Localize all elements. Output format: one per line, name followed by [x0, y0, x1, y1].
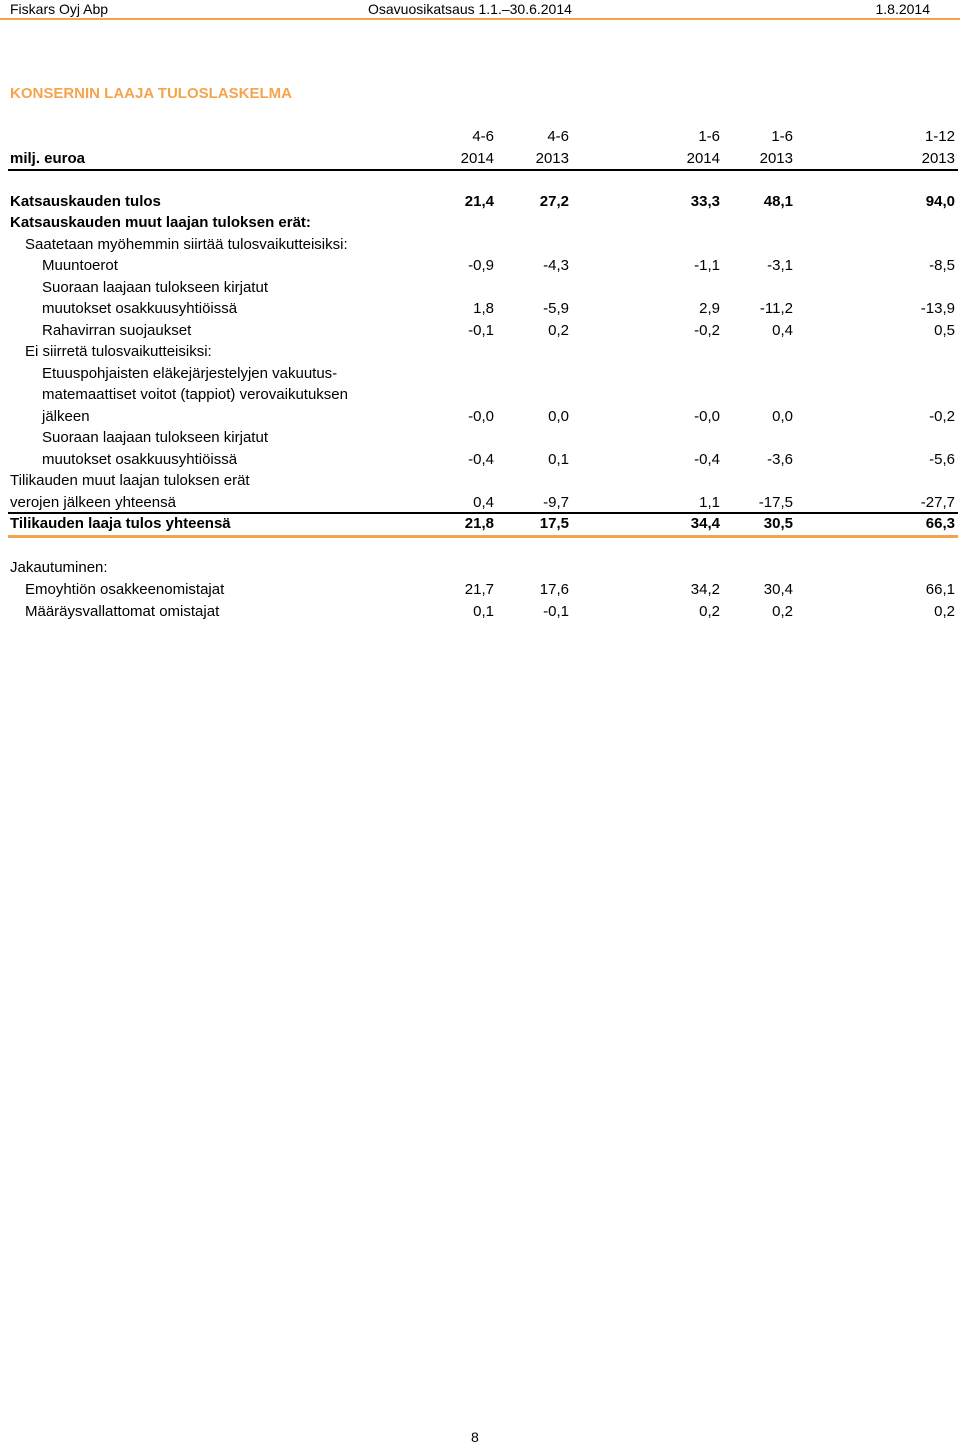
table-row: [0, 298, 960, 319]
distribution-title-row: [0, 557, 960, 578]
distribution-row: [0, 579, 960, 600]
total-rule: [8, 512, 958, 514]
row-value-col-4: -17,5: [758, 494, 793, 511]
row-label: jälkeen: [42, 408, 90, 425]
row-value-col-3: -0,2: [694, 322, 720, 339]
page-number: 8: [471, 1429, 479, 1445]
row-label: Tilikauden muut laajan tuloksen erät: [10, 472, 250, 489]
row-label: Katsauskauden muut laajan tuloksen erät:: [10, 214, 311, 231]
row-label: Rahavirran suojaukset: [42, 322, 192, 339]
header-rule: [8, 169, 958, 171]
row-value-col-3: 1,1: [699, 494, 720, 511]
row-value-col-5: -13,9: [920, 300, 955, 317]
header-divider: [0, 18, 960, 20]
table-row: [0, 320, 960, 341]
row-value-col-1: 0,1: [473, 603, 494, 620]
table-row: [0, 363, 960, 384]
row-value-col-4: 0,2: [772, 603, 793, 620]
row-value-col-4: 0,0: [772, 408, 793, 425]
row-value-col-1: 21,7: [464, 581, 494, 598]
row-label: Muuntoerot: [42, 257, 118, 274]
row-value-col-5: -8,5: [929, 257, 955, 274]
row-value-col-3: -1,1: [694, 257, 720, 274]
column-year-row: [0, 148, 960, 169]
row-value-col-1: -0,4: [468, 451, 494, 468]
row-label: Katsauskauden tulos: [10, 193, 161, 210]
col-year-5: 2013: [921, 150, 955, 167]
row-value-col-5: 0,2: [934, 603, 955, 620]
row-label: Tilikauden laaja tulos yhteensä: [10, 515, 231, 532]
table-row: [0, 449, 960, 470]
col-period-1: 4-6: [472, 128, 494, 145]
row-label: muutokset osakkuusyhtiöissä: [42, 451, 238, 468]
table-row: [0, 513, 960, 534]
row-label: Saatetaan myöhemmin siirtää tulosvaikutteisiksi:: [25, 236, 348, 253]
column-period-row: [0, 126, 960, 147]
row-label: Ei siirretä tulosvaikutteisiksi:: [25, 343, 212, 360]
header-date: 1.8.2014: [875, 1, 930, 17]
table-row: [0, 191, 960, 212]
col-year-1: 2014: [460, 150, 494, 167]
row-value-col-3: 0,2: [699, 603, 720, 620]
row-value-col-4: 0,4: [772, 322, 793, 339]
row-label: Suoraan laajaan tulokseen kirjatut: [42, 429, 268, 446]
row-value-col-2: 27,2: [539, 193, 569, 210]
row-value-col-2: -0,1: [543, 603, 569, 620]
row-value-col-5: 66,1: [925, 581, 955, 598]
distribution-row: [0, 601, 960, 622]
distribution-title: Jakautuminen:: [10, 559, 108, 576]
row-value-col-2: -5,9: [543, 300, 569, 317]
row-value-col-5: 94,0: [925, 193, 955, 210]
row-value-col-2: 0,1: [548, 451, 569, 468]
row-label: Määräysvallattomat omistajat: [25, 603, 220, 620]
row-label: Etuuspohjaisten eläkejärjestelyjen vakuutus-: [42, 365, 338, 382]
unit-label: milj. euroa: [10, 150, 86, 167]
row-value-col-3: 33,3: [690, 193, 720, 210]
row-label: Emoyhtiön osakkeenomistajat: [25, 581, 225, 598]
table-row: [0, 384, 960, 405]
row-value-col-4: -3,6: [767, 451, 793, 468]
table-row: [0, 427, 960, 448]
row-value-col-1: -0,0: [468, 408, 494, 425]
col-year-4: 2013: [759, 150, 793, 167]
row-label: muutokset osakkuusyhtiöissä: [42, 300, 238, 317]
col-period-3: 1-6: [698, 128, 720, 145]
row-value-col-2: -9,7: [543, 494, 569, 511]
row-value-col-5: -27,7: [920, 494, 955, 511]
row-value-col-1: 21,8: [464, 515, 494, 532]
row-label: Suoraan laajaan tulokseen kirjatut: [42, 279, 268, 296]
row-value-col-5: -0,2: [929, 408, 955, 425]
row-value-col-2: 17,6: [539, 581, 569, 598]
table-row: [0, 255, 960, 276]
row-value-col-4: -3,1: [767, 257, 793, 274]
header-report-title: Osavuosikatsaus 1.1.–30.6.2014: [368, 1, 572, 17]
table-row: [0, 212, 960, 233]
table-row: [0, 492, 960, 513]
row-value-col-3: -0,0: [694, 408, 720, 425]
row-value-col-2: 0,2: [548, 322, 569, 339]
row-value-col-3: -0,4: [694, 451, 720, 468]
row-value-col-3: 34,2: [690, 581, 720, 598]
row-value-col-4: 30,5: [763, 515, 793, 532]
table-row: [0, 234, 960, 255]
row-value-col-2: -4,3: [543, 257, 569, 274]
row-value-col-2: 0,0: [548, 408, 569, 425]
row-value-col-1: 21,4: [464, 193, 494, 210]
row-value-col-5: -5,6: [929, 451, 955, 468]
table-row: [0, 406, 960, 427]
row-value-col-5: 0,5: [934, 322, 955, 339]
col-period-2: 4-6: [547, 128, 569, 145]
col-year-3: 2014: [686, 150, 720, 167]
row-value-col-1: 1,8: [473, 300, 494, 317]
row-value-col-4: -11,2: [759, 300, 793, 317]
section-title: KONSERNIN LAAJA TULOSLASKELMA: [10, 85, 292, 102]
row-value-col-5: 66,3: [925, 515, 955, 532]
total-underline: [8, 535, 958, 538]
table-row: [0, 341, 960, 362]
row-label: matemaattiset voitot (tappiot) verovaikutuksen: [42, 386, 348, 403]
row-value-col-3: 2,9: [699, 300, 720, 317]
row-value-col-1: -0,9: [468, 257, 494, 274]
table-row: [0, 470, 960, 491]
row-value-col-4: 48,1: [763, 193, 793, 210]
table-row: [0, 277, 960, 298]
row-label: verojen jälkeen yhteensä: [10, 494, 176, 511]
row-value-col-2: 17,5: [539, 515, 569, 532]
row-value-col-1: -0,1: [468, 322, 494, 339]
col-year-2: 2013: [535, 150, 569, 167]
row-value-col-4: 30,4: [763, 581, 793, 598]
col-period-4: 1-6: [771, 128, 793, 145]
row-value-col-1: 0,4: [473, 494, 494, 511]
col-period-5: 1-12: [924, 128, 955, 145]
header-company: Fiskars Oyj Abp: [10, 1, 109, 17]
row-value-col-3: 34,4: [690, 515, 720, 532]
